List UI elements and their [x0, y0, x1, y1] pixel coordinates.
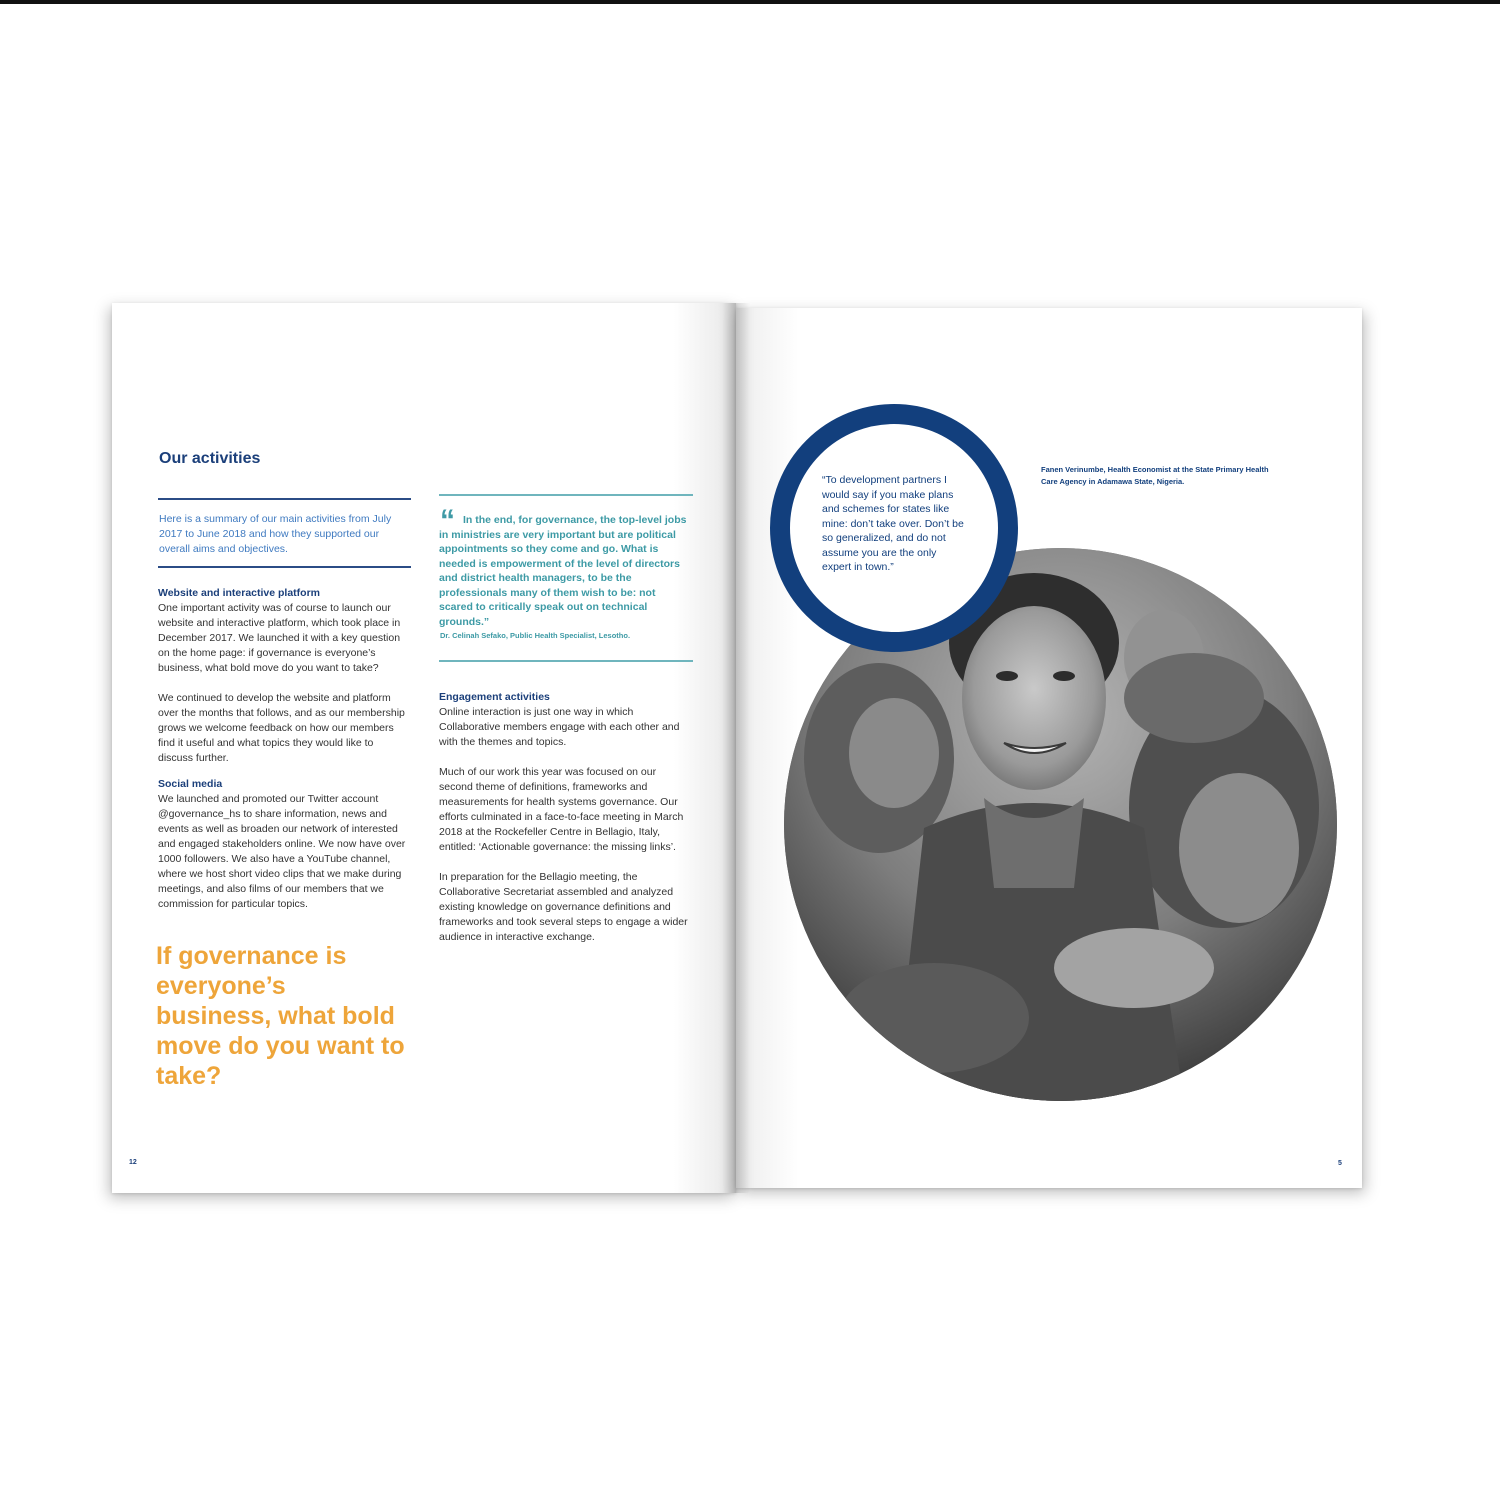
quote-attribution: Fanen Verinumbe, Health Economist at the State Primary Health Care Agency in Adamawa State, Nigeria.: [1041, 465, 1269, 486]
quote-divider-top: [439, 494, 693, 496]
social-subheading: Social media: [158, 778, 223, 790]
website-paragraph-2: We continued to develop the website and platform over the months that follows, and as our membership grows we welcome feedback on how our members find it useful and what topics they would like to discuss further.: [158, 692, 405, 764]
divider: [158, 566, 411, 568]
engagement-paragraph-3: In preparation for the Bellagio meeting, the Collaborative Secretariat assembled and analyzed existing knowledge on governance definitions and frameworks and took several steps to engage a wider audience in interactive exchange.: [439, 871, 688, 943]
callout-question: If governance is everyone’s business, what bold move do you want to take?: [156, 942, 405, 1090]
engagement-subheading: Engagement activities: [439, 691, 550, 703]
left-page: [112, 303, 736, 1193]
pull-quote: In the end, for governance, the top-level jobs in ministries are very important but are political appointments so they come and go. What is needed is empowerment of the level of directors and district health managers, to be the professionals many of them wish to be: not scared to critically speak out on technical grounds.”: [439, 514, 687, 628]
quote-mark-icon: “: [440, 504, 455, 537]
page-number: 5: [1338, 1160, 1342, 1167]
quote-divider-bottom: [439, 660, 693, 662]
page-number: 12: [129, 1159, 137, 1166]
engagement-paragraph-2: Much of our work this year was focused on our second theme of definitions, frameworks and measurements for health systems governance. Our efforts culminated in a face-to-face meeting in March 2018 at the Rockefeller Centre in Bellagio, Italy, entitled: ‘Actionable governance: the missing links’.: [439, 766, 684, 853]
social-paragraph: We launched and promoted our Twitter account @governance_hs to share information, news and events as well as broaden our network of interested and engaged stakeholders online. We now have over 1000 followers. We also have a YouTube channel, where we host short video clips that we make during meetings, and also films of our members that we commission for particular topics.: [158, 793, 406, 910]
divider: [158, 498, 411, 500]
quote-attribution: Dr. Celinah Sefako, Public Health Specialist, Lesotho.: [440, 631, 631, 640]
engagement-paragraph-1: Online interaction is just one way in which Collaborative members engage with each other and with the themes and topics.: [439, 706, 680, 748]
website-paragraph-1: One important activity was of course to launch our website and interactive platform, which took place in December 2017. We launched it with a key question on the home page: if governance is everyone’s business, what bold move do you want to take?: [158, 602, 401, 674]
social-section: [158, 777, 408, 912]
section-heading: Our activities: [159, 450, 261, 467]
top-border: [0, 0, 1500, 4]
website-subheading: Website and interactive platform: [158, 587, 321, 599]
right-page: [736, 308, 1362, 1188]
ring-quote: “To development partners I would say if you make plans and schemes for states like mine: don’t take over. Don’t be so generalized, and do not assume you are the only expert in town.”: [822, 474, 964, 573]
intro-paragraph: Here is a summary of our main activities from July 2017 to June 2018 and how they supported our overall aims and objectives.: [159, 513, 392, 555]
website-section: [158, 586, 408, 766]
engagement-section: [439, 690, 689, 945]
